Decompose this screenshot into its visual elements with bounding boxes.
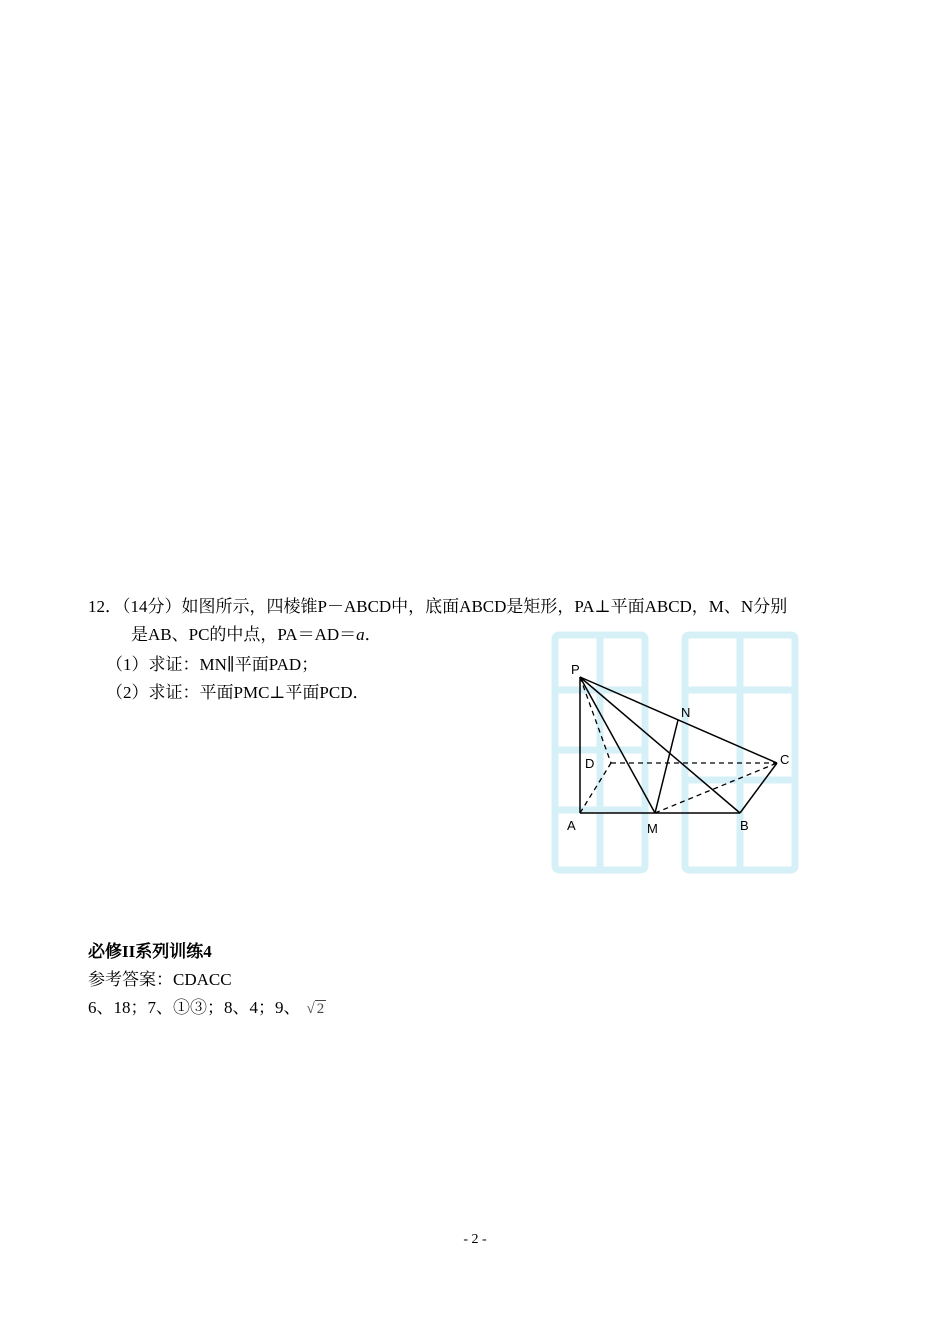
- problem-number: 12．: [88, 597, 122, 616]
- problem-text-2: 是AB、PC的中点，PA＝AD＝: [131, 625, 357, 644]
- watermark-logo: [555, 635, 795, 870]
- pyramid-figure: [545, 630, 805, 875]
- edge-MN: [655, 720, 678, 813]
- sqrt-value: 2: [316, 1001, 325, 1017]
- label-A: A: [567, 818, 576, 833]
- answers-ref: 参考答案：CDACC: [88, 970, 232, 989]
- label-B: B: [740, 818, 749, 833]
- label-N: N: [681, 705, 691, 720]
- pyramid-hidden-edges: [580, 677, 777, 813]
- label-C: C: [780, 752, 790, 767]
- answers-line-2: [88, 997, 326, 1020]
- label-M: M: [647, 821, 658, 836]
- answers-title: 必修II系列训练4: [88, 942, 212, 961]
- problem-line-2: [131, 624, 382, 646]
- problem-text-2-end: ．: [364, 625, 382, 644]
- problem-part-2: （2）求证：平面PMC⊥平面PCD．: [106, 683, 370, 702]
- variable-a: a: [356, 625, 365, 644]
- problem-text-1: （14分）如图所示，四棱锥P－ABCD中，底面ABCD是矩形，PA⊥平面ABCD，M、N分别: [122, 597, 788, 616]
- pyramid-edges: [580, 677, 777, 813]
- answers-text: 6、18；7、①③；8、4；9、: [88, 998, 301, 1017]
- label-D: D: [585, 756, 595, 771]
- label-P: P: [571, 662, 580, 677]
- sqrt-expression: √ 2: [306, 1001, 325, 1017]
- problem-part-1: （1）求证：MN∥平面PAD；: [106, 655, 319, 674]
- page-number: - 2 -: [463, 1232, 487, 1247]
- problem-line-1: [88, 596, 787, 618]
